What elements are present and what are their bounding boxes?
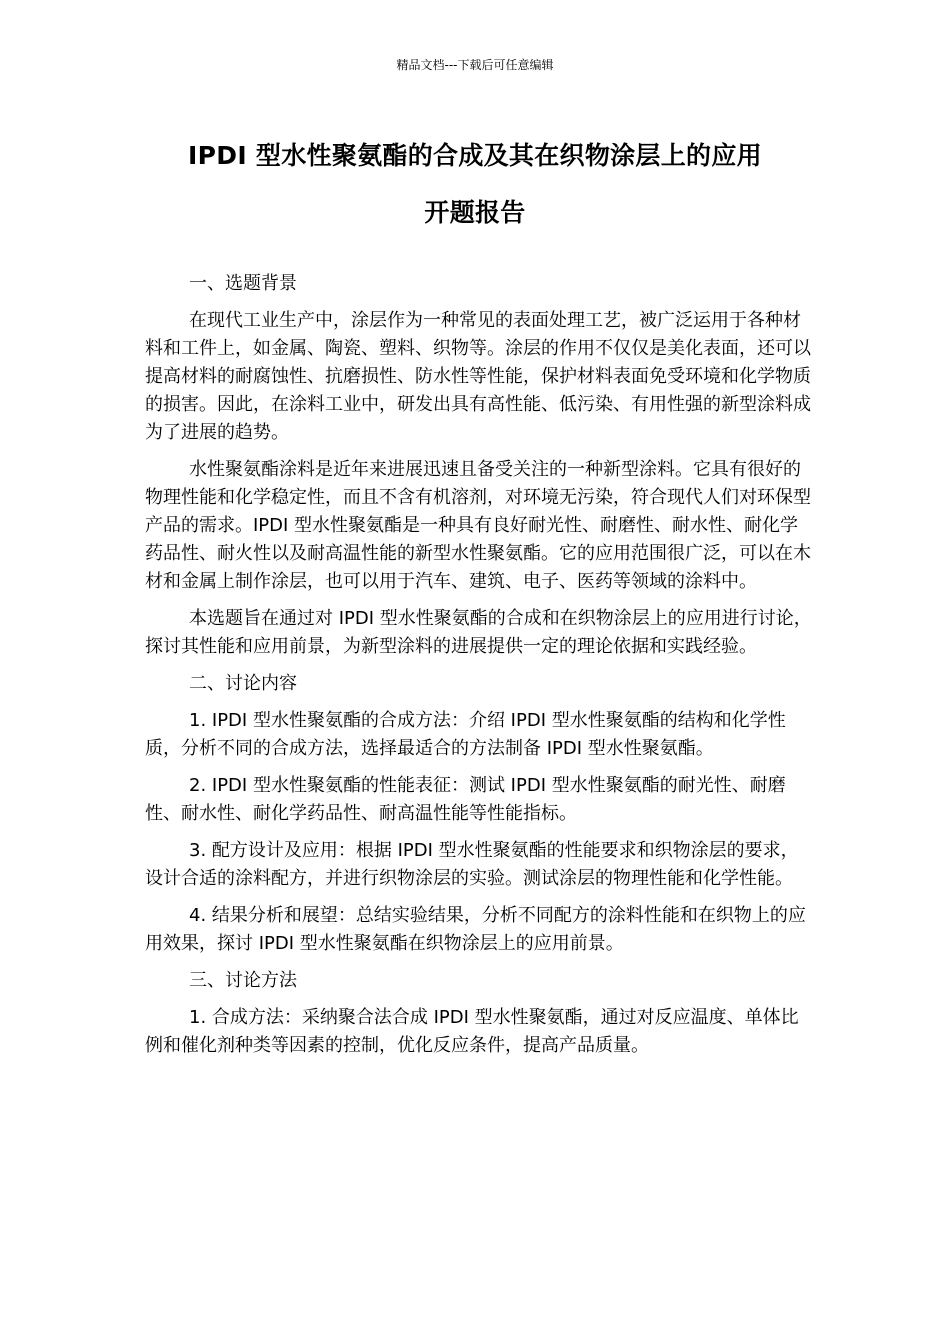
list-item: 1. 合成方法：采纳聚合法合成 IPDI 型水性聚氨酯，通过对反应温度、单体比例和催化剂种类等因素的控制，优化反应条件，提高产品质量。: [145, 1007, 799, 1056]
list-item: 1. IPDI 型水性聚氨酯的合成方法：介绍 IPDI 型水性聚氨酯的结构和化学性质，分析不同的合成方法，选择最适合的方法制备 IPDI 型水性聚氨酯。: [145, 710, 786, 759]
list-item: 3. 配方设计及应用：根据 IPDI 型水性聚氨酯的性能要求和织物涂层的要求，设计合适的涂料配方，并进行织物涂层的实验。测试涂层的物理性能和化学性能。: [145, 840, 799, 889]
header-note: 精品文档---下载后可任意编辑: [396, 58, 554, 72]
document-subtitle: 开题报告: [424, 198, 526, 227]
paragraph: 在现代工业生产中，涂层作为一种常见的表面处理工艺，被广泛运用于各种材料和工件上，如金属、陶瓷、塑料、织物等。涂层的作用不仅仅是美化表面，还可以提高材料的耐腐蚀性、抗磨损性、防水性等性能，保护材料表面免受环境和化学物质的损害。因此，在涂料工业中，研发出具有高性能、低污染、有用性强的新型涂料成为了进展的趋势。: [145, 310, 811, 443]
section-heading-content: 二、讨论内容: [189, 673, 297, 694]
document-body: [145, 270, 815, 1069]
list-item: 4. 结果分析和展望：总结实验结果，分析不同配方的涂料性能和在织物上的应用效果，探讨 IPDI 型水性聚氨酯在织物涂层上的应用前景。: [145, 905, 806, 954]
paragraph: 水性聚氨酯涂料是近年来进展迅速且备受关注的一种新型涂料。它具有很好的物理性能和化学稳定性，而且不含有机溶剂，对环境无污染，符合现代人们对环保型产品的需求。IPDI 型水性聚氨酯是一种具有良好耐光性、耐磨性、耐水性、耐化学药品性、耐火性以及耐高温性能的新型水性聚氨酯。它的应用范围很广泛，可以在木材和金属上制作涂层，也可以用于汽车、建筑、电子、医药等领域的涂料中。: [145, 459, 811, 592]
list-item: 2. IPDI 型水性聚氨酯的性能表征：测试 IPDI 型水性聚氨酯的耐光性、耐磨性、耐水性、耐化学药品性、耐高温性能等性能指标。: [145, 775, 786, 824]
paragraph: 本选题旨在通过对 IPDI 型水性聚氨酯的合成和在织物涂层上的应用进行讨论，探讨其性能和应用前景，为新型涂料的进展提供一定的理论依据和实践经验。: [145, 608, 812, 657]
section-heading-background: 一、选题背景: [189, 273, 297, 294]
document-title: IPDI 型水性聚氨酯的合成及其在织物涂层上的应用: [188, 141, 762, 170]
section-heading-method: 三、讨论方法: [189, 970, 297, 991]
